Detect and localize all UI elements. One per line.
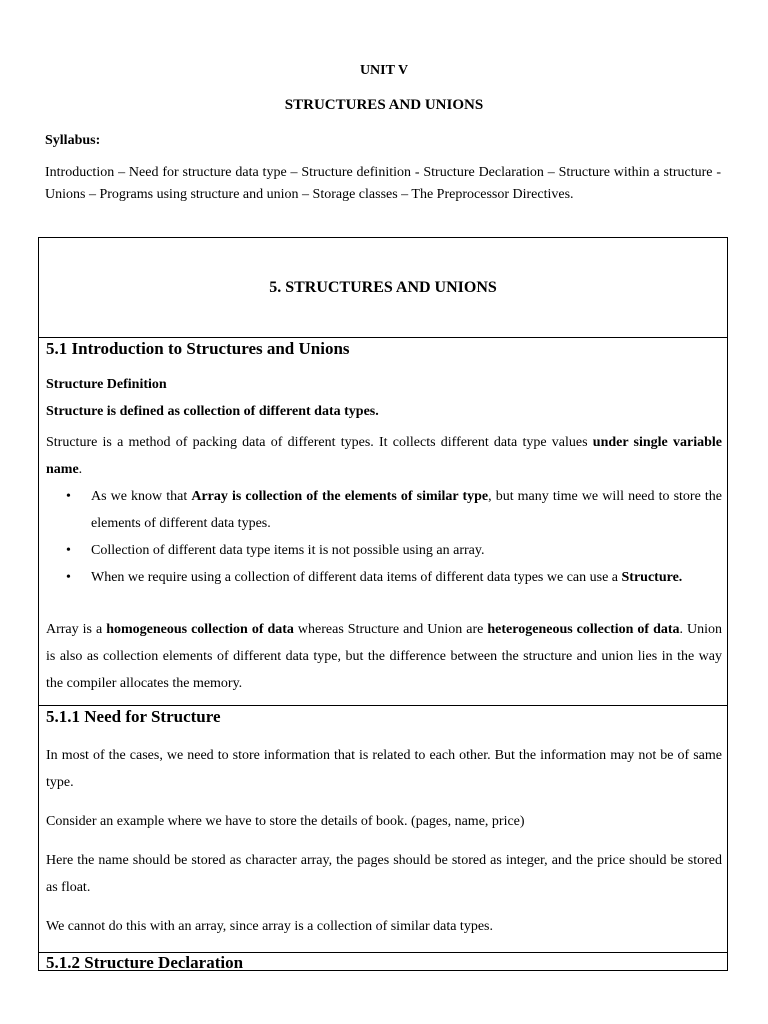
text-span: whereas Structure and Union are [293,622,488,637]
definition-heading: Structure Definition [46,377,167,392]
text-span: When we require using a collection of different data items of different data types we can use a [91,570,622,585]
paragraph: Consider an example where we have to store the details of book. (pages, name, price) [46,814,525,829]
list-item [46,483,722,537]
definition-line: Structure is defined as collection of different data types. [46,404,379,419]
syllabus-label: Syllabus: [45,133,101,148]
text-span: As we know that [91,489,192,504]
text-span: , but many time we will need to store the elements of different data types. [91,489,722,531]
syllabus-text: Introduction – Need for structure data type – Structure definition - Structure Declaration – Structure within a structure - Unions – Programs using structure and union – Storage classes – The Preprocessor Directives. [45,165,721,202]
bold-text: heterogeneous collection of data [487,622,680,637]
paragraph: We cannot do this with an array, since array is a collection of similar data types. [46,919,493,934]
text-span: Structure is a method of packing data of different types. It collects different data type values [46,435,593,450]
paragraph: In most of the cases, we need to store information that is related to each other. But the information may not be of same type. [46,748,722,790]
bullet-icon: • [66,543,71,558]
list-item [46,537,722,564]
content-table [38,237,728,971]
section-heading: 5.1 Introduction to Structures and Unions [46,339,350,358]
paragraph [46,429,722,483]
bold-text: Array is collection of the elements of similar type [191,489,489,504]
section-declaration [39,953,727,974]
text-span: . [78,462,83,477]
bold-text: Structure. [621,570,683,585]
text-span: . Union is also as collection elements of different data type, but the difference between the structure and union lies in the way the compiler allocates the memory. [46,622,723,691]
paragraph: Here the name should be stored as character array, the pages should be stored as integer, and the price should be stored as float. [46,853,722,895]
chapter-title: 5. STRUCTURES AND UNIONS [269,279,497,296]
section-intro [39,338,727,706]
unit-title: STRUCTURES AND UNIONS [284,97,484,113]
bold-text: homogeneous collection of data [106,622,294,637]
section-need [39,706,727,953]
section-heading: 5.1.1 Need for Structure [46,707,221,726]
chapter-header-cell [39,238,727,338]
bullet-list [46,483,722,591]
bold-text: under single variable name [46,435,722,477]
text-span: Collection of different data type items it is not possible using an array. [91,543,485,558]
section-heading: 5.1.2 Structure Declaration [46,953,244,972]
list-item [46,564,722,591]
bullet-icon: • [66,489,71,504]
paragraph [46,616,722,697]
bullet-icon: • [66,570,71,585]
text-span: Array is a [46,622,107,637]
unit-label: UNIT V [359,63,409,78]
